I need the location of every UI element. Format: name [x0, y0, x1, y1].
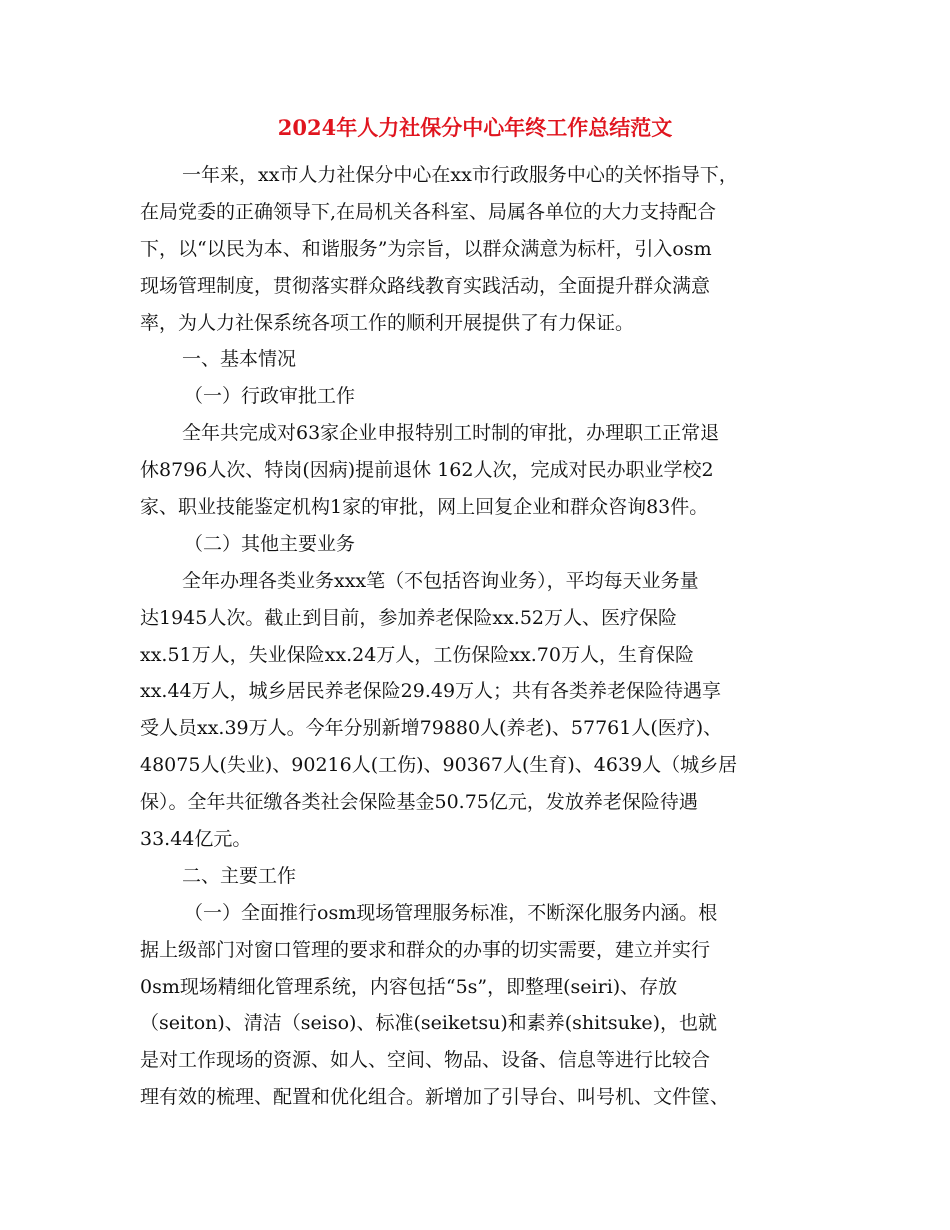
- paragraph-osm: [140, 895, 825, 1116]
- document-body: [140, 157, 825, 1116]
- text-line: 全年共完成对63家企业申报特别工时制的审批，办理职工正常退: [182, 422, 720, 445]
- document-title: 2024年人力社保分中心年终工作总结范文: [277, 115, 673, 140]
- text-line: 下，以“以民为本、和谐服务”为宗旨，以群众满意为标杆，引入osm: [140, 237, 712, 260]
- paragraph-intro: [140, 157, 825, 341]
- text-line: 休8796人次、特岗(因病)提前退休 162人次，完成对民办职业学校2: [140, 459, 714, 482]
- paragraph-approval: [140, 415, 825, 526]
- text-line: xx.44万人，城乡居民养老保险29.49万人；共有各类养老保险待遇享: [140, 680, 722, 703]
- text-line: xx.51万人，失业保险xx.24万人，工伤保险xx.70万人，生育保险: [140, 643, 694, 666]
- text-line: 率，为人力社保系统各项工作的顺利开展提供了有力保证。: [140, 311, 635, 334]
- text-line: 33.44亿元。: [140, 828, 252, 851]
- text-line: 保）。全年共征缴各类社会保险基金50.75亿元，发放养老保险待遇: [140, 791, 698, 814]
- text-line: 二、主要工作: [182, 864, 297, 887]
- section-heading-basic: [140, 341, 825, 378]
- paragraph-other-business: [140, 563, 825, 858]
- subsection-heading-other: [140, 526, 825, 563]
- text-line: 一、基本情况: [182, 348, 297, 371]
- text-line: 受人员xx.39万人。今年分别新增79880人(养老)、57761人(医疗)、: [140, 717, 723, 740]
- text-line: 现场管理制度，贯彻落实群众路线教育实践活动，全面提升群众满意: [140, 274, 711, 297]
- text-line: （seiton)、清洁（seiso)、标准(seiketsu)和素养(shitsuke)，也就: [140, 1012, 718, 1035]
- text-line: 理有效的梳理、配置和优化组合。新增加了引导台、叫号机、文件筐、: [140, 1086, 730, 1109]
- text-line: （一）全面推行osm现场管理服务标准，不断深化服务内涵。根: [184, 901, 718, 924]
- text-line: 48075人(失业)、90216人(工伤)、90367人(生育)、4639人（城乡居: [140, 754, 738, 777]
- subsection-heading-approval: [140, 378, 825, 415]
- text-line: 一年来，xx市人力社保分中心在xx市行政服务中心的关怀指导下，: [182, 164, 738, 186]
- text-line: （二）其他主要业务: [184, 532, 356, 555]
- text-line: 家、职业技能鉴定机构1家的审批，网上回复企业和群众咨询83件。: [140, 496, 709, 519]
- section-heading-main-work: [140, 858, 825, 895]
- text-line: 据上级部门对窗口管理的要求和群众的办事的切实需要，建立并实行: [140, 938, 711, 961]
- text-line: 在局党委的正确领导下,在局机关各科室、局属各单位的大力支持配合: [140, 200, 717, 223]
- text-line: 全年办理各类业务xxx笔（不包括咨询业务），平均每天业务量: [182, 569, 699, 592]
- text-line: 是对工作现场的资源、如人、空间、物品、设备、信息等进行比较合: [140, 1049, 711, 1072]
- text-line: （一）行政审批工作: [184, 385, 356, 408]
- text-line: 0sm现场精细化管理系统，内容包括“5s”，即整理(seiri)、存放: [140, 975, 678, 998]
- text-line: 达1945人次。截止到目前，参加养老保险xx.52万人、医疗保险: [140, 606, 678, 629]
